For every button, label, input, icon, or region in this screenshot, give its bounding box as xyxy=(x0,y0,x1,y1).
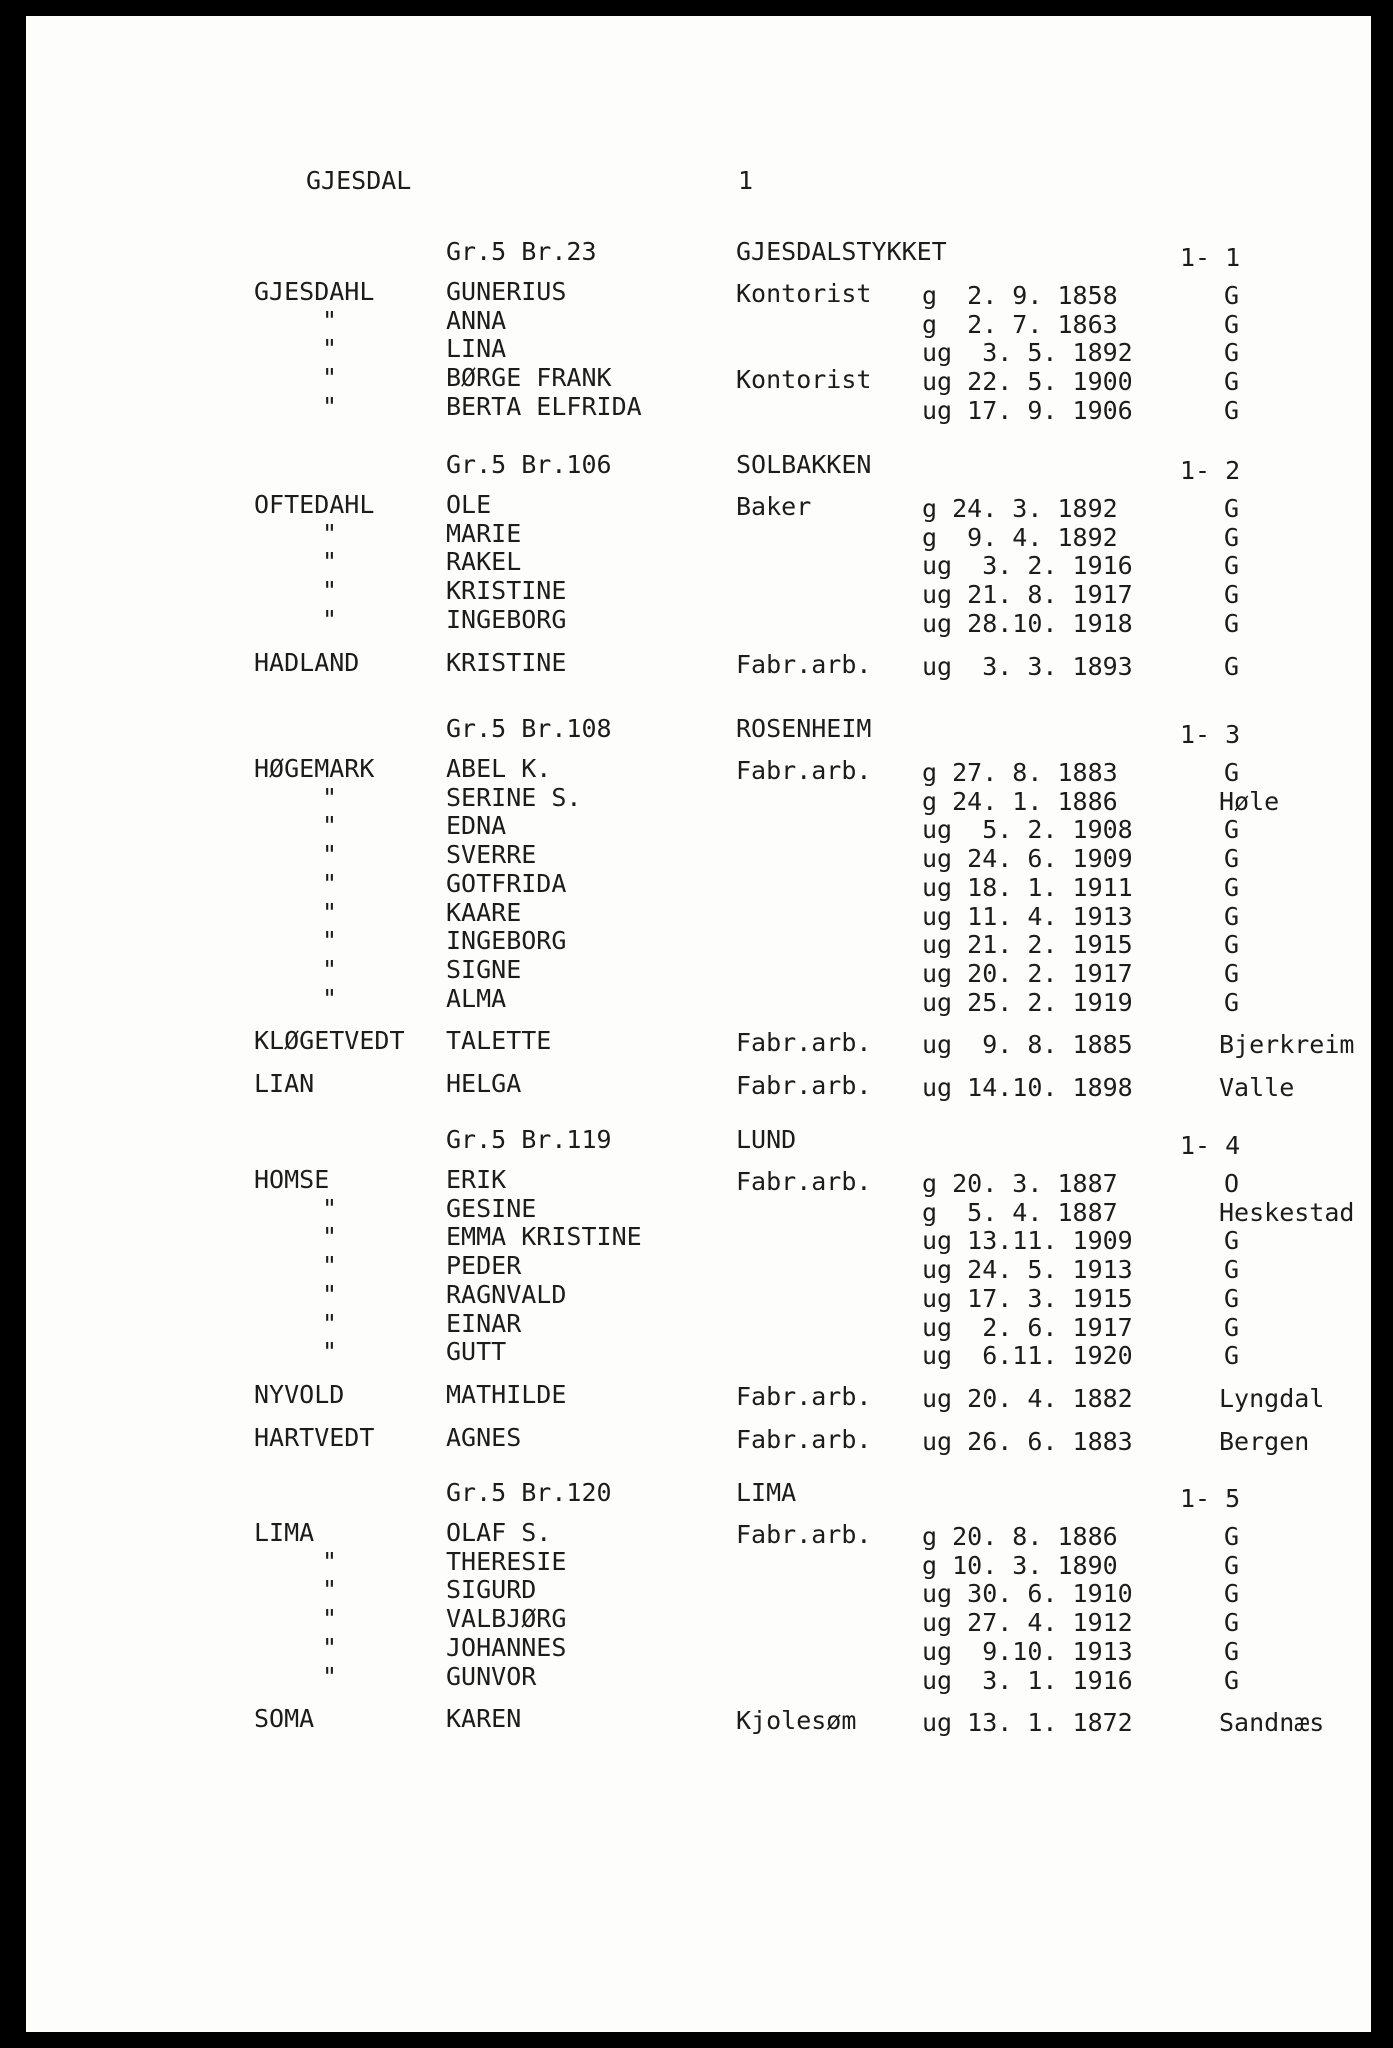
occupation: Fabr.arb. xyxy=(736,1520,872,1549)
marital-birthdate: g 2. 9. 1858 xyxy=(922,281,1118,310)
birthplace: G xyxy=(1224,608,1240,638)
occupation: Kontorist xyxy=(736,279,872,308)
birthplace: G xyxy=(1224,872,1240,902)
surname: HØGEMARK xyxy=(254,754,375,783)
marital-birthdate: g 24. 3. 1892 xyxy=(922,494,1118,523)
birthplace: G xyxy=(1224,901,1240,931)
birthplace: O xyxy=(1224,1169,1240,1198)
given-name: SIGNE xyxy=(446,954,522,984)
marital-birthdate: ug 30. 6. 1910 xyxy=(922,1579,1133,1609)
ditto-mark: " xyxy=(322,1632,338,1662)
birthplace: G xyxy=(1224,758,1240,787)
given-name: MARIE xyxy=(446,518,522,548)
given-name: SIGURD xyxy=(446,1575,537,1605)
birthplace: G xyxy=(1224,1312,1240,1342)
surname: LIAN xyxy=(254,1069,315,1098)
town-heading: GJESDAL xyxy=(306,166,412,195)
marital-birthdate: g 2. 7. 1863 xyxy=(922,309,1118,339)
birthplace: G xyxy=(1224,1579,1240,1609)
ditto-mark: " xyxy=(322,1222,338,1252)
marital-birthdate: g 27. 8. 1883 xyxy=(922,758,1118,787)
birthplace: G xyxy=(1224,815,1240,845)
farm-name: LIMA xyxy=(736,1478,797,1507)
ditto-mark: " xyxy=(322,547,338,577)
given-name: KRISTINE xyxy=(446,576,567,606)
surname: KLØGETVEDT xyxy=(254,1026,405,1056)
birthplace: G xyxy=(1224,930,1240,960)
household-code: 1- 5 xyxy=(1180,1484,1241,1513)
marital-birthdate: ug 3. 5. 1892 xyxy=(922,338,1133,368)
birthplace: G xyxy=(1224,338,1240,368)
given-name: AGNES xyxy=(446,1422,522,1452)
marital-birthdate: g 24. 1. 1886 xyxy=(922,786,1118,816)
given-name: GUNERIUS xyxy=(446,277,567,306)
birthplace: G xyxy=(1224,522,1240,552)
given-name: MATHILDE xyxy=(446,1379,567,1409)
marital-birthdate: ug 21. 8. 1917 xyxy=(922,580,1133,610)
group-reference: Gr.5 Br.106 xyxy=(446,450,612,479)
occupation: Baker xyxy=(736,492,812,521)
birthplace: G xyxy=(1224,551,1240,581)
ditto-mark: " xyxy=(322,334,338,364)
marital-birthdate: ug 28.10. 1918 xyxy=(922,608,1133,638)
birthplace: G xyxy=(1224,958,1240,988)
given-name: ABEL K. xyxy=(446,754,552,783)
birthplace: G xyxy=(1224,1608,1240,1638)
birthplace: Valle xyxy=(1219,1073,1295,1102)
occupation: Fabr.arb. xyxy=(736,1028,872,1058)
marital-birthdate: g 9. 4. 1892 xyxy=(922,522,1118,552)
ditto-mark: " xyxy=(322,1575,338,1605)
occupation: Fabr.arb. xyxy=(736,1381,872,1411)
ditto-mark: " xyxy=(322,782,338,812)
birthplace: Bjerkreim xyxy=(1219,1030,1355,1060)
household-code: 1- 1 xyxy=(1180,243,1241,272)
birthplace: G xyxy=(1224,1283,1240,1313)
given-name: GUNVOR xyxy=(446,1661,537,1691)
marital-birthdate: ug 25. 2. 1919 xyxy=(922,987,1133,1017)
given-name: HELGA xyxy=(446,1069,522,1098)
ditto-mark: " xyxy=(322,391,338,421)
marital-birthdate: g 10. 3. 1890 xyxy=(922,1550,1118,1580)
ditto-mark: " xyxy=(322,1279,338,1309)
ditto-mark: " xyxy=(322,1308,338,1338)
birthplace: G xyxy=(1224,395,1240,425)
surname: HARTVEDT xyxy=(254,1422,375,1452)
occupation: Fabr.arb. xyxy=(736,756,872,785)
marital-birthdate: ug 17. 9. 1906 xyxy=(922,395,1133,425)
birthplace: G xyxy=(1224,494,1240,523)
given-name: ALMA xyxy=(446,983,507,1013)
surname: LIMA xyxy=(254,1518,315,1547)
ditto-mark: " xyxy=(322,1337,338,1367)
group-reference: Gr.5 Br.23 xyxy=(446,237,597,266)
document-page xyxy=(26,16,1371,2032)
given-name: KAARE xyxy=(446,897,522,927)
group-reference: Gr.5 Br.108 xyxy=(446,714,612,743)
surname: NYVOLD xyxy=(254,1379,345,1409)
birthplace: G xyxy=(1224,309,1240,339)
ditto-mark: " xyxy=(322,305,338,335)
occupation: Fabr.arb. xyxy=(736,649,872,679)
ditto-mark: " xyxy=(322,868,338,898)
marital-birthdate: ug 3. 1. 1916 xyxy=(922,1665,1133,1695)
birthplace: G xyxy=(1224,1522,1240,1551)
occupation: Kontorist xyxy=(736,365,872,395)
given-name: EMMA KRISTINE xyxy=(446,1222,642,1252)
given-name: INGEBORG xyxy=(446,604,567,634)
given-name: EDNA xyxy=(446,811,507,841)
marital-birthdate: ug 21. 2. 1915 xyxy=(922,930,1133,960)
birthplace: G xyxy=(1224,1226,1240,1256)
surname: SOMA xyxy=(254,1704,315,1734)
surname: HADLAND xyxy=(254,647,360,677)
farm-name: ROSENHEIM xyxy=(736,714,872,743)
marital-birthdate: ug 14.10. 1898 xyxy=(922,1073,1133,1102)
surname: GJESDAHL xyxy=(254,277,375,306)
birthplace: Sandnæs xyxy=(1219,1708,1325,1738)
birthplace: G xyxy=(1224,987,1240,1017)
marital-birthdate: ug 24. 5. 1913 xyxy=(922,1255,1133,1285)
ditto-mark: " xyxy=(322,1546,338,1576)
ditto-mark: " xyxy=(322,1193,338,1223)
given-name: TALETTE xyxy=(446,1026,552,1056)
marital-birthdate: ug 3. 3. 1893 xyxy=(922,651,1133,681)
occupation: Kjolesøm xyxy=(736,1706,857,1736)
birthplace: G xyxy=(1224,281,1240,310)
marital-birthdate: ug 5. 2. 1908 xyxy=(922,815,1133,845)
ditto-mark: " xyxy=(322,604,338,634)
ditto-mark: " xyxy=(322,576,338,606)
given-name: GOTFRIDA xyxy=(446,868,567,898)
group-reference: Gr.5 Br.119 xyxy=(446,1125,612,1154)
given-name: KRISTINE xyxy=(446,647,567,677)
page-number: 1 xyxy=(738,166,754,195)
marital-birthdate: ug 26. 6. 1883 xyxy=(922,1426,1133,1456)
birthplace: G xyxy=(1224,1255,1240,1285)
given-name: BØRGE FRANK xyxy=(446,363,612,393)
ditto-mark: " xyxy=(322,1604,338,1634)
ditto-mark: " xyxy=(322,518,338,548)
marital-birthdate: ug 17. 3. 1915 xyxy=(922,1283,1133,1313)
given-name: KAREN xyxy=(446,1704,522,1734)
ditto-mark: " xyxy=(322,1251,338,1281)
birthplace: G xyxy=(1224,580,1240,610)
marital-birthdate: ug 2. 6. 1917 xyxy=(922,1312,1133,1342)
birthplace: Heskestad xyxy=(1219,1197,1355,1227)
ditto-mark: " xyxy=(322,1661,338,1691)
farm-name: SOLBAKKEN xyxy=(736,450,872,479)
given-name: ERIK xyxy=(446,1165,507,1194)
marital-birthdate: ug 22. 5. 1900 xyxy=(922,367,1133,397)
birthplace: G xyxy=(1224,1636,1240,1666)
household-code: 1- 4 xyxy=(1180,1131,1241,1160)
given-name: SERINE S. xyxy=(446,782,582,812)
birthplace: G xyxy=(1224,367,1240,397)
farm-name: LUND xyxy=(736,1125,797,1154)
given-name: THERESIE xyxy=(446,1546,567,1576)
given-name: RAKEL xyxy=(446,547,522,577)
given-name: JOHANNES xyxy=(446,1632,567,1662)
marital-birthdate: ug 24. 6. 1909 xyxy=(922,844,1133,874)
given-name: ANNA xyxy=(446,305,507,335)
birthplace: G xyxy=(1224,651,1240,681)
birthplace: G xyxy=(1224,844,1240,874)
ditto-mark: " xyxy=(322,840,338,870)
given-name: RAGNVALD xyxy=(446,1279,567,1309)
given-name: OLE xyxy=(446,490,492,519)
occupation: Fabr.arb. xyxy=(736,1071,872,1100)
birthplace: Høle xyxy=(1219,786,1280,816)
household-code: 1- 2 xyxy=(1180,456,1241,485)
marital-birthdate: ug 27. 4. 1912 xyxy=(922,1608,1133,1638)
ditto-mark: " xyxy=(322,926,338,956)
birthplace: G xyxy=(1224,1550,1240,1580)
marital-birthdate: ug 9. 8. 1885 xyxy=(922,1030,1133,1060)
occupation: Fabr.arb. xyxy=(736,1167,872,1196)
ditto-mark: " xyxy=(322,363,338,393)
given-name: SVERRE xyxy=(446,840,537,870)
given-name: GUTT xyxy=(446,1337,507,1367)
marital-birthdate: ug 3. 2. 1916 xyxy=(922,551,1133,581)
marital-birthdate: ug 13. 1. 1872 xyxy=(922,1708,1133,1738)
given-name: EINAR xyxy=(446,1308,522,1338)
ditto-mark: " xyxy=(322,897,338,927)
marital-birthdate: ug 9.10. 1913 xyxy=(922,1636,1133,1666)
given-name: BERTA ELFRIDA xyxy=(446,391,642,421)
ditto-mark: " xyxy=(322,811,338,841)
farm-name: GJESDALSTYKKET xyxy=(736,237,947,266)
given-name: INGEBORG xyxy=(446,926,567,956)
birthplace: Lyngdal xyxy=(1219,1383,1325,1413)
birthplace: G xyxy=(1224,1341,1240,1371)
ditto-mark: " xyxy=(322,954,338,984)
marital-birthdate: g 20. 3. 1887 xyxy=(922,1169,1118,1198)
marital-birthdate: ug 13.11. 1909 xyxy=(922,1226,1133,1256)
given-name: VALBJØRG xyxy=(446,1604,567,1634)
marital-birthdate: ug 6.11. 1920 xyxy=(922,1341,1133,1371)
marital-birthdate: ug 18. 1. 1911 xyxy=(922,872,1133,902)
given-name: OLAF S. xyxy=(446,1518,552,1547)
ditto-mark: " xyxy=(322,983,338,1013)
given-name: GESINE xyxy=(446,1193,537,1223)
marital-birthdate: ug 11. 4. 1913 xyxy=(922,901,1133,931)
surname: OFTEDAHL xyxy=(254,490,375,519)
marital-birthdate: ug 20. 4. 1882 xyxy=(922,1383,1133,1413)
household-code: 1- 3 xyxy=(1180,720,1241,749)
occupation: Fabr.arb. xyxy=(736,1424,872,1454)
given-name: LINA xyxy=(446,334,507,364)
given-name: PEDER xyxy=(446,1251,522,1281)
marital-birthdate: g 20. 8. 1886 xyxy=(922,1522,1118,1551)
marital-birthdate: g 5. 4. 1887 xyxy=(922,1197,1118,1227)
marital-birthdate: ug 20. 2. 1917 xyxy=(922,958,1133,988)
group-reference: Gr.5 Br.120 xyxy=(446,1478,612,1507)
birthplace: Bergen xyxy=(1219,1426,1310,1456)
birthplace: G xyxy=(1224,1665,1240,1695)
surname: HOMSE xyxy=(254,1165,330,1194)
